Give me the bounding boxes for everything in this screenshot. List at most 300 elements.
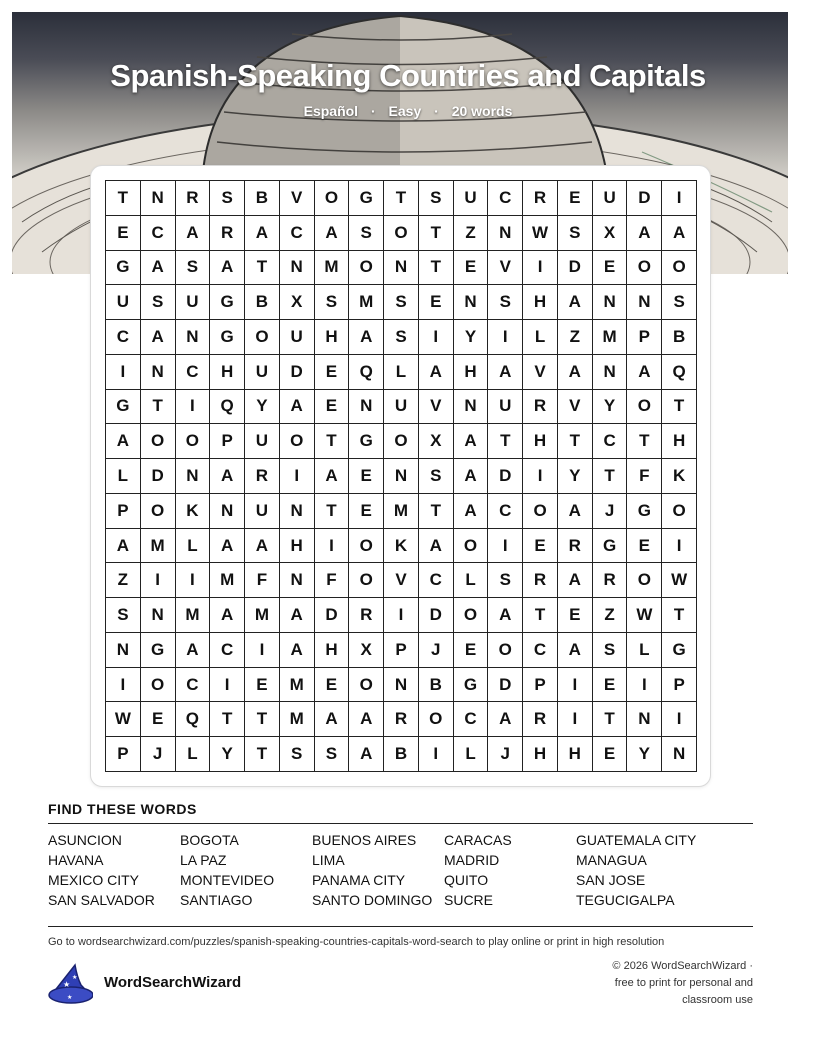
grid-cell: A [106,529,141,564]
grid-cell: N [280,563,315,598]
grid-cell: F [627,459,662,494]
grid-cell: I [558,702,593,737]
grid-cell: T [523,598,558,633]
grid-cell: I [141,563,176,598]
grid-cell: R [245,459,280,494]
grid-cell: T [315,494,350,529]
grid-cell: N [593,285,628,320]
grid-cell: T [245,251,280,286]
grid-cell: I [210,668,245,703]
grid-cell: R [176,181,211,216]
svg-text:★: ★ [63,980,71,989]
grid-cell: N [349,390,384,425]
grid-cell: A [315,216,350,251]
grid-cell: A [245,529,280,564]
grid-cell: Q [210,390,245,425]
grid-cell: T [662,390,697,425]
grid-cell: D [280,355,315,390]
grid-cell: M [315,251,350,286]
grid-cell: H [558,737,593,772]
grid-cell: N [280,494,315,529]
grid-cell: O [141,494,176,529]
grid-cell: B [419,668,454,703]
grid-cell: O [349,563,384,598]
word-list-item: MONTEVIDEO [180,872,275,888]
grid-cell: O [315,181,350,216]
grid-cell: X [349,633,384,668]
grid-cell: E [315,390,350,425]
grid-cell: I [523,251,558,286]
grid-cell: N [176,320,211,355]
grid-cell: U [280,320,315,355]
grid-cell: M [593,320,628,355]
grid-cell: A [454,459,489,494]
grid-cell: N [141,355,176,390]
grid-cell: L [176,737,211,772]
grid-cell: N [176,459,211,494]
grid-cell: N [454,285,489,320]
word-list-item: BOGOTA [180,832,239,848]
grid-cell: M [176,598,211,633]
grid-cell: O [488,633,523,668]
word-list-item: ASUNCION [48,832,122,848]
grid-cell: C [454,702,489,737]
grid-cell: U [593,181,628,216]
grid-cell: L [454,737,489,772]
grid-cell: O [384,216,419,251]
grid-cell: A [558,633,593,668]
grid-cell: Y [627,737,662,772]
grid-cell: R [523,390,558,425]
grid-cell: R [210,216,245,251]
grid-cell: S [662,285,697,320]
grid-cell: V [523,355,558,390]
grid-cell: C [419,563,454,598]
grid-cell: A [280,598,315,633]
word-list-item: SANTIAGO [180,892,253,908]
grid-cell: D [141,459,176,494]
grid-cell: U [176,285,211,320]
grid-cell: H [280,529,315,564]
grid-cell: I [627,668,662,703]
grid-cell: L [106,459,141,494]
meta-separator: · [370,103,376,119]
grid-cell: G [106,390,141,425]
grid-cell: N [280,251,315,286]
grid-cell: V [488,251,523,286]
grid-cell: S [106,598,141,633]
grid-cell: P [523,668,558,703]
grid-cell: N [141,181,176,216]
grid-cell: S [488,563,523,598]
word-list-item: CARACAS [444,832,512,848]
grid-cell: J [419,633,454,668]
grid-cell: U [245,494,280,529]
grid-cell: A [488,355,523,390]
grid-cell: I [419,737,454,772]
grid-cell: G [210,285,245,320]
grid-cell: T [315,424,350,459]
grid-cell: G [593,529,628,564]
grid-cell: A [454,494,489,529]
grid-cell: O [349,251,384,286]
grid-cell: D [488,668,523,703]
grid-cell: A [419,355,454,390]
grid-cell: T [106,181,141,216]
grid-cell: S [315,737,350,772]
grid-cell: L [454,563,489,598]
grid-cell: I [662,181,697,216]
grid-cell: O [419,702,454,737]
grid-cell: N [141,598,176,633]
footer-url-text: Go to wordsearchwizard.com/puzzles/spanish-speaking-countries-capitals-word-search to play online or print in high resolution [48,936,665,948]
word-list-heading: FIND THESE WORDS [48,801,197,817]
grid-cell: H [523,285,558,320]
grid-cell: O [523,494,558,529]
svg-text:★: ★ [72,974,78,981]
grid-cell: R [384,702,419,737]
grid-cell: N [662,737,697,772]
grid-cell: T [384,181,419,216]
grid-cell: E [315,355,350,390]
grid-cell: B [245,181,280,216]
grid-cell: C [176,355,211,390]
wizard-hat-icon [45,963,93,1005]
grid-cell: S [210,181,245,216]
grid-cell: R [349,598,384,633]
grid-cell: V [384,563,419,598]
grid-cell: R [593,563,628,598]
grid-cell: T [593,459,628,494]
grid-cell: E [558,181,593,216]
grid-cell: G [141,633,176,668]
grid-cell: U [245,424,280,459]
letter-grid [105,180,697,772]
grid-cell: W [106,702,141,737]
divider [48,823,753,824]
grid-cell: O [141,668,176,703]
grid-cell: A [349,737,384,772]
grid-cell: M [384,494,419,529]
grid-cell: M [141,529,176,564]
grid-cell: T [419,216,454,251]
grid-cell: I [176,390,211,425]
grid-cell: O [141,424,176,459]
grid-cell: I [315,529,350,564]
grid-cell: S [558,216,593,251]
grid-cell: Y [558,459,593,494]
grid-cell: M [210,563,245,598]
grid-cell: O [627,251,662,286]
grid-cell: R [558,529,593,564]
copyright-line: classroom use [682,994,753,1006]
grid-cell: I [662,702,697,737]
grid-cell: H [454,355,489,390]
grid-cell: A [627,216,662,251]
word-list-item: BUENOS AIRES [312,832,417,848]
grid-cell: Z [106,563,141,598]
word-list-item: HAVANA [48,852,104,868]
grid-cell: I [384,598,419,633]
grid-cell: S [419,181,454,216]
grid-cell: T [245,737,280,772]
grid-cell: A [558,494,593,529]
grid-cell: C [141,216,176,251]
word-list-item: LIMA [312,852,345,868]
grid-cell: T [627,424,662,459]
word-count-label: 20 words [451,103,513,119]
grid-cell: U [488,390,523,425]
grid-cell: C [488,181,523,216]
grid-cell: W [627,598,662,633]
grid-cell: R [523,181,558,216]
grid-cell: T [488,424,523,459]
grid-cell: W [662,563,697,598]
grid-cell: S [384,320,419,355]
grid-cell: P [106,737,141,772]
grid-cell: H [662,424,697,459]
grid-cell: G [349,424,384,459]
language-label: Español [303,103,359,119]
grid-cell: V [280,181,315,216]
word-list-item: MANAGUA [576,852,647,868]
grid-cell: U [384,390,419,425]
word-list-item: TEGUCIGALPA [576,892,675,908]
grid-cell: Q [349,355,384,390]
grid-cell: Q [662,355,697,390]
divider [48,926,753,927]
grid-cell: C [488,494,523,529]
grid-cell: I [488,529,523,564]
grid-cell: T [245,702,280,737]
grid-cell: C [210,633,245,668]
grid-cell: L [627,633,662,668]
grid-cell: Y [454,320,489,355]
grid-cell: E [523,529,558,564]
grid-cell: N [210,494,245,529]
grid-cell: A [419,529,454,564]
grid-cell: E [106,216,141,251]
grid-cell: X [280,285,315,320]
grid-cell: A [141,320,176,355]
word-list-item: SUCRE [444,892,494,908]
grid-cell: Y [593,390,628,425]
grid-cell: U [245,355,280,390]
grid-cell: S [141,285,176,320]
copyright-line: © 2026 WordSearchWizard · [612,960,753,972]
word-list-item: SAN SALVADOR [48,892,155,908]
grid-cell: C [593,424,628,459]
grid-cell: A [141,251,176,286]
grid-cell: O [454,598,489,633]
grid-cell: N [627,702,662,737]
grid-cell: L [176,529,211,564]
grid-cell: C [106,320,141,355]
grid-cell: A [210,529,245,564]
grid-cell: A [627,355,662,390]
grid-cell: H [523,737,558,772]
grid-cell: P [384,633,419,668]
grid-cell: A [488,598,523,633]
grid-cell: G [662,633,697,668]
grid-cell: E [593,737,628,772]
grid-cell: A [558,563,593,598]
grid-cell: E [454,633,489,668]
grid-cell: I [245,633,280,668]
grid-cell: E [558,598,593,633]
grid-cell: G [210,320,245,355]
grid-cell: L [523,320,558,355]
grid-cell: J [593,494,628,529]
grid-cell: I [106,355,141,390]
grid-cell: U [454,181,489,216]
grid-cell: R [523,702,558,737]
grid-cell: N [627,285,662,320]
grid-cell: G [627,494,662,529]
grid-cell: E [141,702,176,737]
grid-cell: H [315,633,350,668]
grid-cell: F [245,563,280,598]
grid-cell: E [349,459,384,494]
grid-cell: D [627,181,662,216]
grid-cell: A [488,702,523,737]
grid-cell: F [315,563,350,598]
grid-cell: D [315,598,350,633]
grid-cell: I [106,668,141,703]
grid-cell: J [488,737,523,772]
grid-cell: G [454,668,489,703]
word-list-item: PANAMA CITY [312,872,406,888]
grid-cell: S [315,285,350,320]
grid-cell: O [245,320,280,355]
grid-cell: S [593,633,628,668]
grid-cell: I [523,459,558,494]
grid-cell: T [210,702,245,737]
grid-cell: M [280,668,315,703]
grid-cell: Z [558,320,593,355]
word-list-item: QUITO [444,872,489,888]
grid-cell: O [280,424,315,459]
grid-cell: E [349,494,384,529]
word-list-item: MEXICO CITY [48,872,140,888]
word-list [48,832,753,908]
puzzle-meta [0,103,816,119]
grid-cell: N [384,251,419,286]
svg-text:★: ★ [67,994,73,1001]
grid-cell: A [210,598,245,633]
grid-cell: H [523,424,558,459]
difficulty-label: Easy [388,103,422,119]
grid-cell: K [176,494,211,529]
copyright-notice [553,958,753,1009]
grid-cell: P [106,494,141,529]
grid-cell: P [627,320,662,355]
grid-cell: K [384,529,419,564]
grid-cell: A [454,424,489,459]
brand-name: WordSearchWizard [104,974,242,991]
grid-cell: N [488,216,523,251]
grid-cell: N [106,633,141,668]
grid-cell: W [523,216,558,251]
grid-cell: I [662,529,697,564]
word-list-item: SAN JOSE [576,872,646,888]
grid-cell: I [488,320,523,355]
grid-cell: U [106,285,141,320]
grid-cell: I [558,668,593,703]
grid-cell: C [523,633,558,668]
grid-cell: N [384,668,419,703]
grid-cell: A [558,285,593,320]
grid-cell: E [593,251,628,286]
grid-cell: T [419,251,454,286]
grid-cell: A [176,216,211,251]
meta-separator: · [434,103,439,119]
grid-cell: T [593,702,628,737]
grid-cell: A [106,424,141,459]
grid-cell: A [176,633,211,668]
grid-cell: A [349,702,384,737]
grid-cell: G [106,251,141,286]
grid-cell: A [210,251,245,286]
grid-cell: H [315,320,350,355]
grid-cell: B [384,737,419,772]
grid-cell: M [245,598,280,633]
grid-cell: Q [176,702,211,737]
grid-cell: A [558,355,593,390]
grid-cell: O [176,424,211,459]
grid-cell: A [280,390,315,425]
grid-cell: Z [593,598,628,633]
page-title: Spanish-Speaking Countries and Capitals [110,58,706,93]
grid-cell: O [627,390,662,425]
grid-cell: N [384,459,419,494]
word-list-item: LA PAZ [180,852,227,868]
grid-cell: O [384,424,419,459]
grid-cell: E [315,668,350,703]
grid-cell: T [419,494,454,529]
grid-cell: X [593,216,628,251]
grid-cell: R [523,563,558,598]
grid-cell: I [280,459,315,494]
grid-cell: E [454,251,489,286]
grid-cell: S [384,285,419,320]
grid-cell: T [558,424,593,459]
grid-cell: A [245,216,280,251]
grid-cell: M [280,702,315,737]
grid-cell: H [210,355,245,390]
grid-cell: D [419,598,454,633]
grid-cell: Z [454,216,489,251]
grid-cell: I [419,320,454,355]
grid-cell: V [558,390,593,425]
grid-cell: X [419,424,454,459]
grid-cell: P [662,668,697,703]
grid-cell: A [315,702,350,737]
grid-cell: B [245,285,280,320]
grid-cell: S [419,459,454,494]
word-list-item: SANTO DOMINGO [312,892,433,908]
grid-cell: C [280,216,315,251]
grid-cell: A [349,320,384,355]
grid-cell: A [662,216,697,251]
grid-cell: C [176,668,211,703]
word-list-item: GUATEMALA CITY [576,832,697,848]
word-list-item: MADRID [444,852,500,868]
grid-cell: O [662,494,697,529]
grid-cell: S [488,285,523,320]
grid-cell: L [384,355,419,390]
grid-cell: S [349,216,384,251]
